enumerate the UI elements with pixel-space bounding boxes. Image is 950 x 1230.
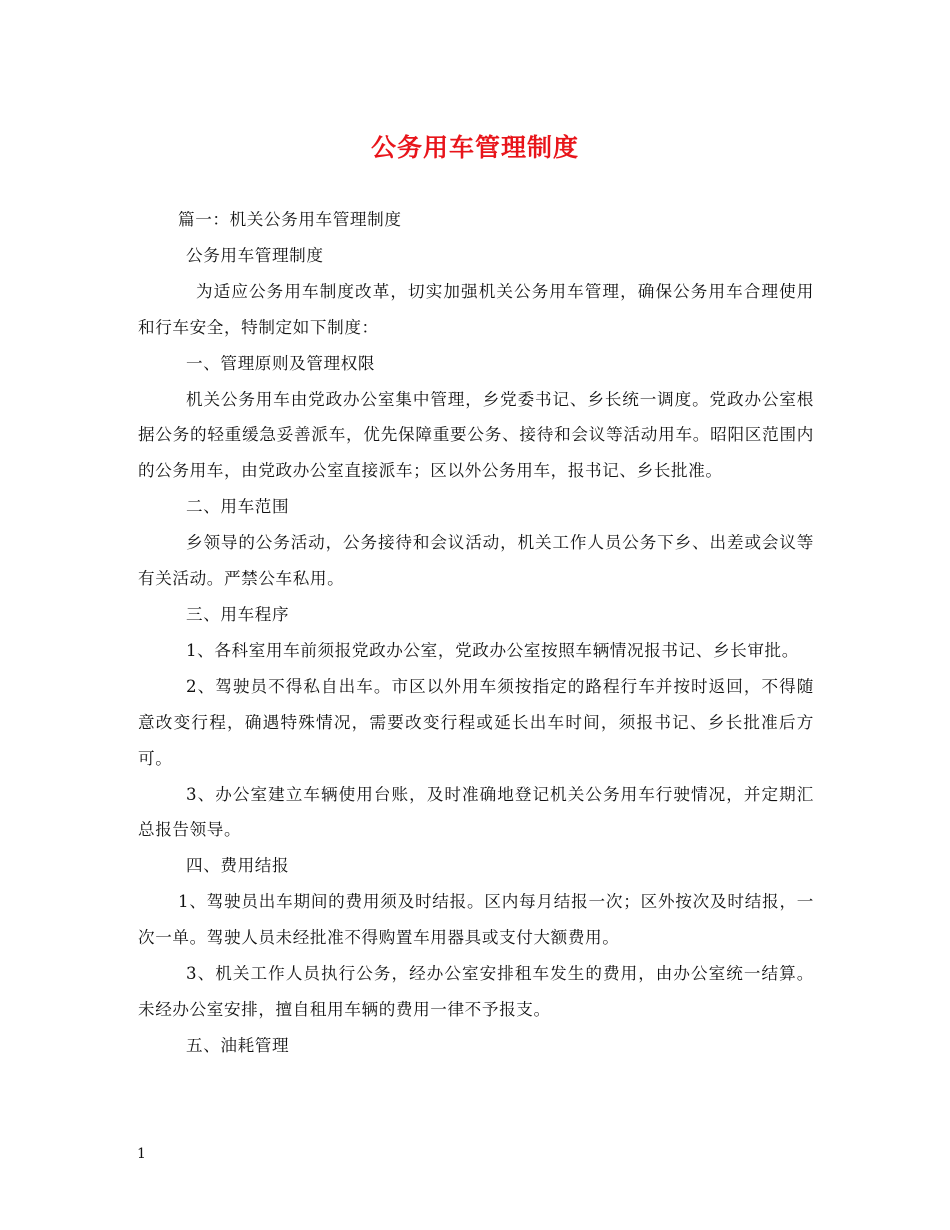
body-paragraph: 篇一：机关公务用车管理制度 (178, 210, 402, 229)
body-paragraph: 3、机关工作人员执行公务，经办公室安排租车发生的费用，由办公室统一结算。未经办公室安排，擅自租用车辆的费用一律不予报支。 (138, 964, 814, 1019)
body-paragraph: 三、用车程序 (186, 604, 290, 624)
document-title: 公务用车管理制度 (370, 133, 579, 162)
body-paragraph: 乡领导的公务活动，公务接待和会议活动，机关工作人员公务下乡、出差或会议等有关活动。严禁公车私用。 (138, 533, 814, 589)
body-paragraph: 四、费用结报 (186, 856, 290, 876)
body-paragraph: 为适应公务用车制度改革，切实加强机关公务用车管理，确保公务用车合理使用和行车安全，特制定如下制度： (138, 281, 814, 337)
body-paragraph: 一、管理原则及管理权限 (186, 353, 376, 373)
body-paragraph: 3、办公室建立车辆使用台账，及时准确地登记机关公务用车行驶情况，并定期汇总报告领导。 (138, 784, 814, 840)
body-paragraph: 二、用车范围 (186, 497, 290, 517)
body-paragraph: 2、驾驶员不得私自出车。市区以外用车须按指定的路程行车并按时返回，不得随意改变行程，确遇特殊情况，需要改变行程或延长出车时间，须报书记、乡长批准后方可。 (138, 676, 814, 768)
body-paragraph: 1、驾驶员出车期间的费用须及时结报。区内每月结报一次；区外按次及时结报，一次一单。驾驶人员未经批准不得购置车用器具或支付大额费用。 (138, 892, 814, 948)
body-paragraph: 机关公务用车由党政办公室集中管理，乡党委书记、乡长统一调度。党政办公室根据公务的轻重缓急妥善派车，优先保障重要公务、接待和会议等活动用车。昭阳区范围内的公务用车，由党政办公室直接派车；区以外公务用车，报书记、乡长批准。 (138, 389, 814, 481)
document-body (138, 202, 814, 1064)
body-paragraph: 五、油耗管理 (186, 1035, 290, 1055)
page-number: 1 (137, 1146, 146, 1162)
body-paragraph: 公务用车管理制度 (186, 245, 324, 265)
body-paragraph: 1、各科室用车前须报党政办公室，党政办公室按照车辆情况报书记、乡长审批。 (186, 640, 799, 660)
